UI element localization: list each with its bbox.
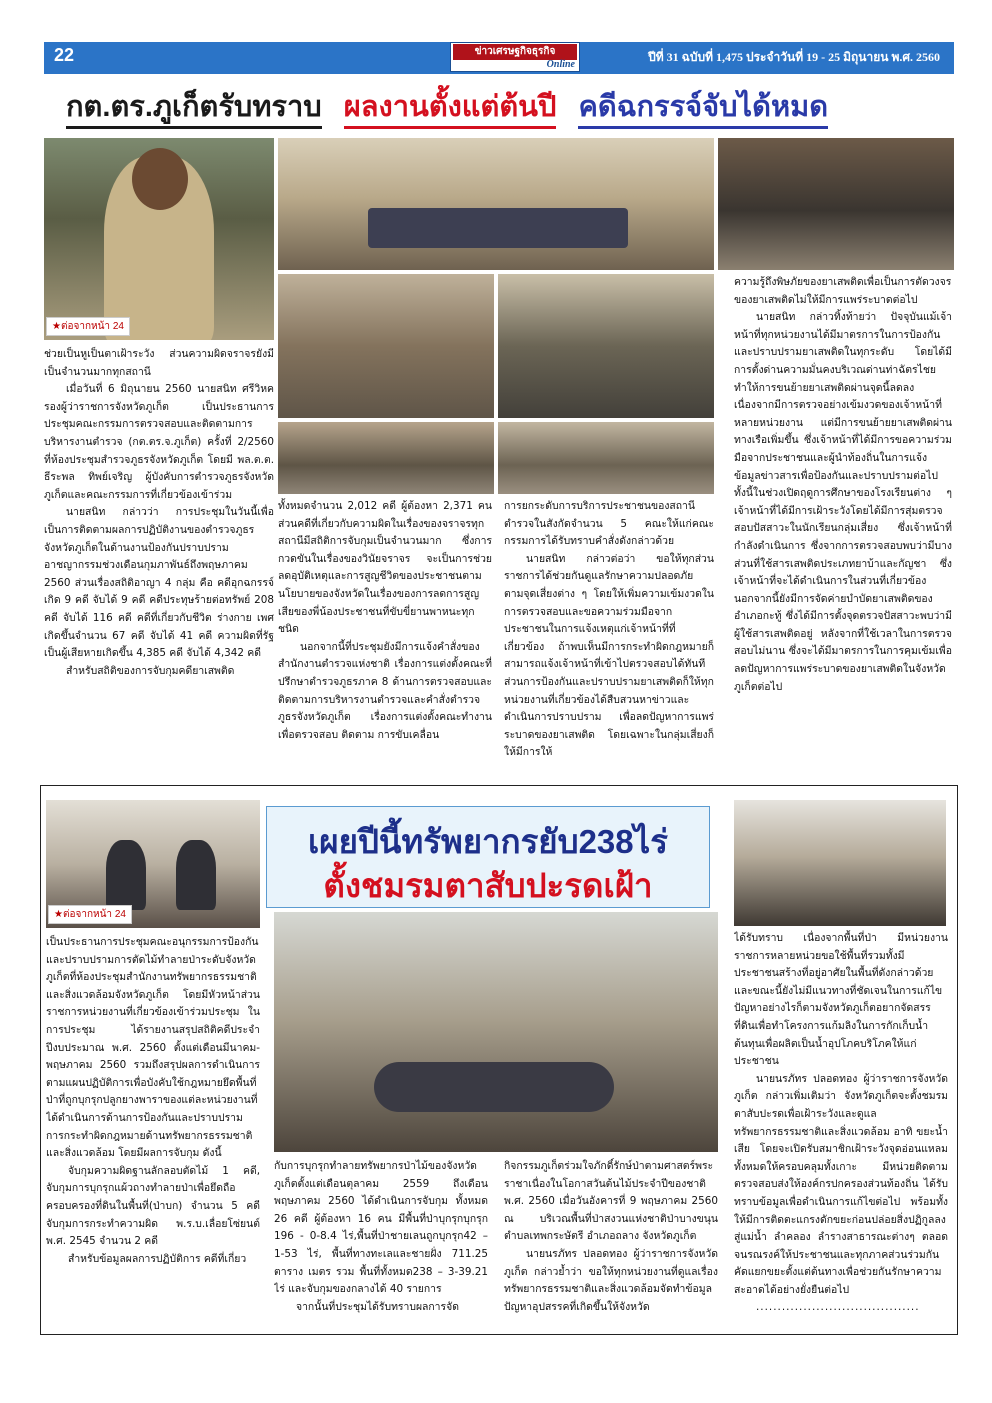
photo-committee-left	[278, 422, 494, 494]
story2-column-1	[46, 934, 260, 1328]
paragraph: กิจกรรมภูเก็ตร่วมใจภักดิ์รักษ์ป่าตามศาสตร์พระราชาเนื่องในโอกาสวันต้นไม้ประจำปีของชาติ พ.ศ. 2560 เมื่อวันอังคารที่ 9 พฤษภาคม 2560 ณ บริเวณพื้นที่ป่าสงวนแห่งชาติป่าบางขนุนตำบลเทพกระษัตรี อำเภอถลาง จังหวัดภูเก็ต	[504, 1160, 718, 1243]
newspaper-logo	[450, 42, 580, 72]
story2-headline-line2: ตั้งชมรมตาสับปะรดเฝ้า	[323, 867, 653, 904]
issue-line: ปีที่ 31 ฉบับที่ 1,475 ประจำวันที่ 19 - 25 มิถุนายน พ.ศ. 2560	[648, 50, 940, 64]
photo-police-group	[498, 274, 714, 418]
paragraph: เมื่อวันที่ 6 มิถุนายน 2560 นายสนิท ศรีวิหค รองผู้ว่าราชการจังหวัดภูเก็ต เป็นประธานการประชุมคณะกรรมการตรวจสอบและติดตามการบริหารงานตำรวจ (กต.ตร.จ.ภูเก็ต) ครั้งที่ 2/2560 ที่ห้องประชุมสำรวจภูธรจังหวัดภูเก็ต โดยมี พล.ต.ต. ธีระพล ทิพย์เจริญ ผู้บังคับการตำรวจภูธรจังหวัดภูเก็ตและคณะกรรมการที่เกี่ยวข้องเข้าร่วม	[44, 383, 274, 501]
paragraph: จากนั้นที่ประชุมได้รับทราบผลการจัด	[296, 1300, 459, 1313]
paragraph: สำหรับสถิติของการจับกุมคดียาเสพติด	[66, 664, 235, 677]
photo-figure	[176, 840, 216, 910]
paragraph: นายนรภัทร ปลอดทอง ผู้ว่าราชการจังหวัดภูเก็ต กล่าวย้ำว่า ขอให้ทุกหน่วยงานที่ดูแลเรื่องทรัพยากรธรรมชาติและสิ่งแวดล้อมจัดทำข้อมูลปัญหาอุปสรรคที่เกิดขึ้นให้จังหวัด	[504, 1247, 718, 1313]
story2-column-2	[274, 1158, 488, 1328]
paragraph: เป็นประธานการประชุมคณะอนุกรรมการป้องกันและปราบปรามการตัดไม้ทำลายป่าระดับจังหวัดภูเก็ตที่ห้องประชุมสำนักงานทรัพยากรธรรมชาติและสิ่งแวดล้อมจังหวัดภูเก็ต โดยมีหัวหน้าส่วนราชการหน่วยงานที่เกี่ยวข้องเข้าร่วมประชุม ในการประชุม ได้รายงานสรุปสถิติคดีประจำปีงบประมาณ พ.ศ. 2560 ตั้งแต่เดือนมีนาคม-พฤษภาคม 2560 รวมถึงสรุปผลการดำเนินการตามแผนปฏิบัติการเพื่อบังคับใช้กฎหมายยึดพื้นที่ป่าที่ถูกบุกรุกปลูกยางพาราของแต่ละหน่วยงานที่ได้ดำเนินการด้านการป้องกันและปราบปรามการกระทำผิดกฎหมายด้านทรัพยากรธรรมชาติและสิ่งแวดล้อม โดยมีผลการจับกุม ดังนี้	[46, 936, 260, 1160]
photo-officer-speaking	[44, 138, 274, 340]
paragraph: นอกจากนี้ที่ประชุมยังมีการแจ้งคำสั่งของสำนักงานตำรวจแห่งชาติ เรื่องการแต่งตั้งคณะที่ปรึกษาตำรวจภูธรภาค 8 ด้านการตรวจสอบและติดตามการบริหารงานตำรวจและคำสั่งตำรวจภูธรจังหวัดภูเก็ต เรื่องการแต่งตั้งคณะทำงานเพื่อตรวจสอบ ติดตาม การขับเคลื่อน	[278, 640, 492, 741]
story2-column-4	[734, 930, 948, 1330]
paragraph: จับกุมความผิดฐานลักลอบตัดไม้ 1 คดี, จับกุมการบุกรุกแผ้วถางทำลายป่าเพื่อยึดถือครอบครองที่ดินในพื้นที่(ป่าบก) จำนวน 5 คดี จับกุมการกระทำความผิด พ.ร.บ.เลื่อยโซ่ยนต์พ.ศ. 2545 จำนวน 2 คดี	[46, 1164, 260, 1248]
continued-from-label: ★ต่อจากหน้า 24	[48, 905, 132, 924]
end-of-story-dots: ......................................	[756, 1301, 920, 1314]
story1-column-3	[504, 498, 714, 770]
photo-table	[368, 208, 628, 248]
photo-resources-meeting	[274, 912, 718, 1152]
photo-figure	[132, 148, 188, 210]
photo-meeting-room	[278, 138, 714, 270]
photo-table	[374, 1062, 614, 1112]
story1-column-2	[278, 498, 492, 770]
paragraph: ความรู้ถึงพิษภัยของยาเสพติดเพื่อเป็นการตัดวงจรของยาเสพติดไม่ให้มีการแพร่ระบาดต่อไป	[734, 276, 952, 306]
story1-column-4	[734, 274, 952, 770]
photo-governor-meeting	[46, 800, 260, 928]
page-number: 22	[54, 45, 75, 65]
paragraph: การยกระดับการบริการประชาชนของสถานีตำรวจในสังกัดจำนวน 5 คณะให้แก่คณะกรรมการได้รับทราบคำสั่งดังกล่าวด้วย	[504, 500, 714, 548]
photo-figure	[106, 840, 146, 910]
story2-headline-panel	[266, 806, 710, 908]
headline-part1: กต.ตร.ภูเก็ตรับทราบ	[66, 88, 322, 129]
photo-officials-seated	[718, 138, 954, 270]
story1-headline	[66, 88, 936, 132]
paragraph: กับการบุกรุกทำลายทรัพยากรป่าไม้ของจังหวัดภูเก็ตตั้งแต่เดือนตุลาคม 2559 ถึงเดือนพฤษภาคม 2560 ได้ดำเนินการจับกุม ทั้งหมด 26 คดี ผู้ต้องหา 16 คน มีพื้นที่ป่าบุกรุกบุกรุก 196 - 0-8.4 ไร่,พื้นที่ป่าชายเลนถูกบุกรุก42 – 1-53 ไร่, พื้นที่ทางทะเลและชายฝั่ง 711.25 ตาราง เมตร รวม พื้นที่ทั้งหมด238 – 3-39.21 ไร่ และจับกุมของกลางได้ 40 รายการ	[274, 1160, 488, 1296]
paragraph: นายนรภัทร ปลอดทอง ผู้ว่าราชการจังหวัดภูเก็ต กล่าวเพิ่มเติมว่า จังหวัดภูเก็ตจะตั้งชมรมตาสับปะรดเพื่อเฝ้าระวังและดูแลทรัพยากรธรรมชาติและสิ่งแวดล้อม อาทิ ขยะน้ำเสีย โดยจะเปิดรับสมาชิกเฝ้าระวังจุดอ่อนแหลมทั้งหมดให้ครอบคลุมทั้งเกาะ มีหน่วยติดตามตรวจสอบส่งให้องค์กรปกครองส่วนท้องถิ่น ได้รับทราบข้อมูลเพื่อดำเนินการแก้ไขต่อไป พร้อมทั้งให้มีการติดตะแกรงดักขยะก่อนปล่อยสิ่งปฏิกูลลงสู่แม่น้ำ ลำคลอง ลำรางสาธารณะต่างๆ ตลอดจนรณรงค์ให้ประชาชนและทุกภาคส่วนร่วมกันคัดแยกขยะตั้งแต่ต้นทางเพื่อช่วยกันรักษาความสะอาดได้อย่างยั่งยืนต่อไป	[734, 1072, 948, 1296]
paragraph: ทั้งหมดจำนวน 2,012 คดี ผู้ต้องหา 2,371 คน ส่วนคดีที่เกี่ยวกับความผิดในเรื่องของจราจรทุกสถานีมีสถิติการจับกุมเป็นจำนวนมาก ซึ่งการกวดขันในเรื่องของวินัยจราจร จะเป็นการช่วยลดอุบัติเหตุและการสูญชีวิตของประชาชนตามนโยบายของจังหวัดในเรื่องของการลดการสูญเสียของพี่น้องประชาชนที่ขับขี่ยานพาหนะทุกชนิด	[278, 500, 492, 636]
logo-title: ข่าวเศรษฐกิจธุรกิจ	[453, 44, 577, 60]
headline-part3: คดีฉกรรจ์จับได้หมด	[578, 88, 828, 129]
paragraph: สำหรับข้อมูลผลการปฏิบัติการ คดีที่เกี่ยว	[68, 1252, 247, 1265]
paragraph: ช่วยเป็นหูเป็นตาเฝ้าระวัง ส่วนความผิดจราจรยังมีเป็นจำนวนมากทุกสถานี	[44, 348, 274, 378]
story2-headline-line1: เผยปีนี้ทรัพยากรยับ238ไร่	[308, 823, 668, 860]
page-header-bar	[44, 42, 954, 74]
headline-part2: ผลงานตั้งแต่ต้นปี	[344, 88, 557, 129]
story1-column-1	[44, 346, 274, 770]
photo-committee-right	[498, 422, 714, 494]
paragraph: นายสนิท กล่าวทิ้งท้ายว่า ปัจจุบันแม้เจ้าหน้าที่ทุกหน่วยงานได้มีมาตรการในการป้องกันและปราบปรามยาเสพติดในทุกระดับ โดยได้มีการตั้งด่านความมั่นคงบริเวณด่านท่าฉัตรไชย ทำให้การขนย้ายยาเสพติดผ่านจุดนี้ลดลง เนื่องจากมีการตรวจอย่างเข้มงวดของเจ้าหน้าที่หลายหน่วยงาน แต่มีการขนย้ายยาเสพติดผ่านทางเรือเพิ่มขึ้น ซึ่งเจ้าหน้าที่ได้มีการขอความร่วมมือจากประชาชนและผู้นำท้องถิ่นในการแจ้งข้อมูลข่าวสารเพื่อป้องกันและปราบปรามต่อไป ทั้งนี้ในช่วงเปิดฤดูการศึกษาของโรงเรียนต่าง ๆ เจ้าหน้าที่ได้มีการเฝ้าระวังโดยได้มีการสุ่มตรวจสอบปัสสาวะในนักเรียนกลุ่มเสี่ยง ซึ่งเจ้าหน้าที่กำลังดำเนินการ ซึ่งจากการตรวจสอบพบว่ามีบางส่วนที่ใช้สารเสพติดประเภทยาบ้าและกัญชา ซึ่งเจ้าหน้าที่จะได้ดำเนินการในส่วนที่เกี่ยวข้อง นอกจากนี้ยังมีการจัดค่ายบำบัดยาเสพติดของอำเภอกะทู้ ซึ่งได้มีการตั้งจุดตรวจปัสสาวะพบว่ามีผู้ใช้สารเสพติดอยู่ หลังจากที่ใช้เวลาในการตรวจสอบไม่นาน ซึ่งจะได้มีมาตรการในการคุมเข้มเพื่อลดปัญหาการแพร่ระบาดของยาเสพติดในจังหวัดภูเก็ตต่อไป	[734, 311, 952, 693]
paragraph: ได้รับทราบ เนื่องจากพื้นที่ป่า มีหน่วยงานราชการหลายหน่วยขอใช้พื้นที่รวมทั้งมีประชาชนสร้างที่อยู่อาศัยในพื้นที่ดังกล่าวด้วย และขณะนี้ยังไม่มีแนวทางที่ชัดเจนในการแก้ไขปัญหาอย่างไรก็ตามจังหวัดภูเก็ตอยากจัดสรรที่ดินเพื่อทำโครงการแก้มลิงในการกักเก็บน้ำต้นทุนเพื่อผลิตเป็นน้ำอุปโภคบริโภคให้แก่ประชาชน	[734, 932, 948, 1068]
logo-subtitle: Online	[546, 59, 575, 70]
story2-column-3	[504, 1158, 718, 1328]
paragraph: นายสนิท กล่าวต่อว่า ขอให้ทุกส่วนราชการได้ช่วยกันดูแลรักษาความปลอดภัย ตามจุดเสี่ยงต่าง ๆ โดยให้เพิ่มความเข้มงวดในการตรวจสอบและขอความร่วมมือจากประชาชนในการแจ้งเหตุแก่เจ้าหน้าที่ที่เกี่ยวข้อง ถ้าพบเห็นมีการกระทำผิดกฎหมายก็สามารถแจ้งเจ้าหน้าที่เข้าไปตรวจสอบได้ทันที ส่วนการป้องกันและปราบปรามยาเสพติดก็ให้ทุกหน่วยงานที่เกี่ยวข้องได้สืบสวนหาข่าวและดำเนินการปราบปราม เพื่อลดปัญหาการแพร่ระบาดของยาเสพติด โดยเฉพาะในกลุ่มเสี่ยงก็ให้มีการให้	[504, 552, 714, 759]
photo-officials-table	[734, 800, 946, 926]
continued-from-label: ★ต่อจากหน้า 24	[46, 317, 130, 336]
photo-police-table	[278, 274, 494, 418]
paragraph: นายสนิท กล่าวว่า การประชุมในวันนี้เพื่อเป็นการติดตามผลการปฏิบัติงานของตำรวจภูธรจังหวัดภูเก็ตในด้านงานป้องกันปราบปรามอาชญากรรมช่วงเดือนกุมภาพันธ์ถึงพฤษภาคม 2560 ส่วนเรื่องสถิติอาญา 4 กลุ่ม คือ คดีอุกฉกรรจ์ เกิด 9 คดี จับได้ 9 คดี คดีประทุษร้ายต่อทรัพย์ 208 คดี จับได้ 116 คดี คดีที่เกี่ยวกับชีวิต ร่างกาย เพศ เกิดขึ้นจำนวน 67 คดี จับได้ 41 คดี ความผิดที่รัฐเป็นผู้เสียหายเกิดขึ้น 4,385 คดี จับได้ 4,342 คดี	[44, 506, 274, 660]
